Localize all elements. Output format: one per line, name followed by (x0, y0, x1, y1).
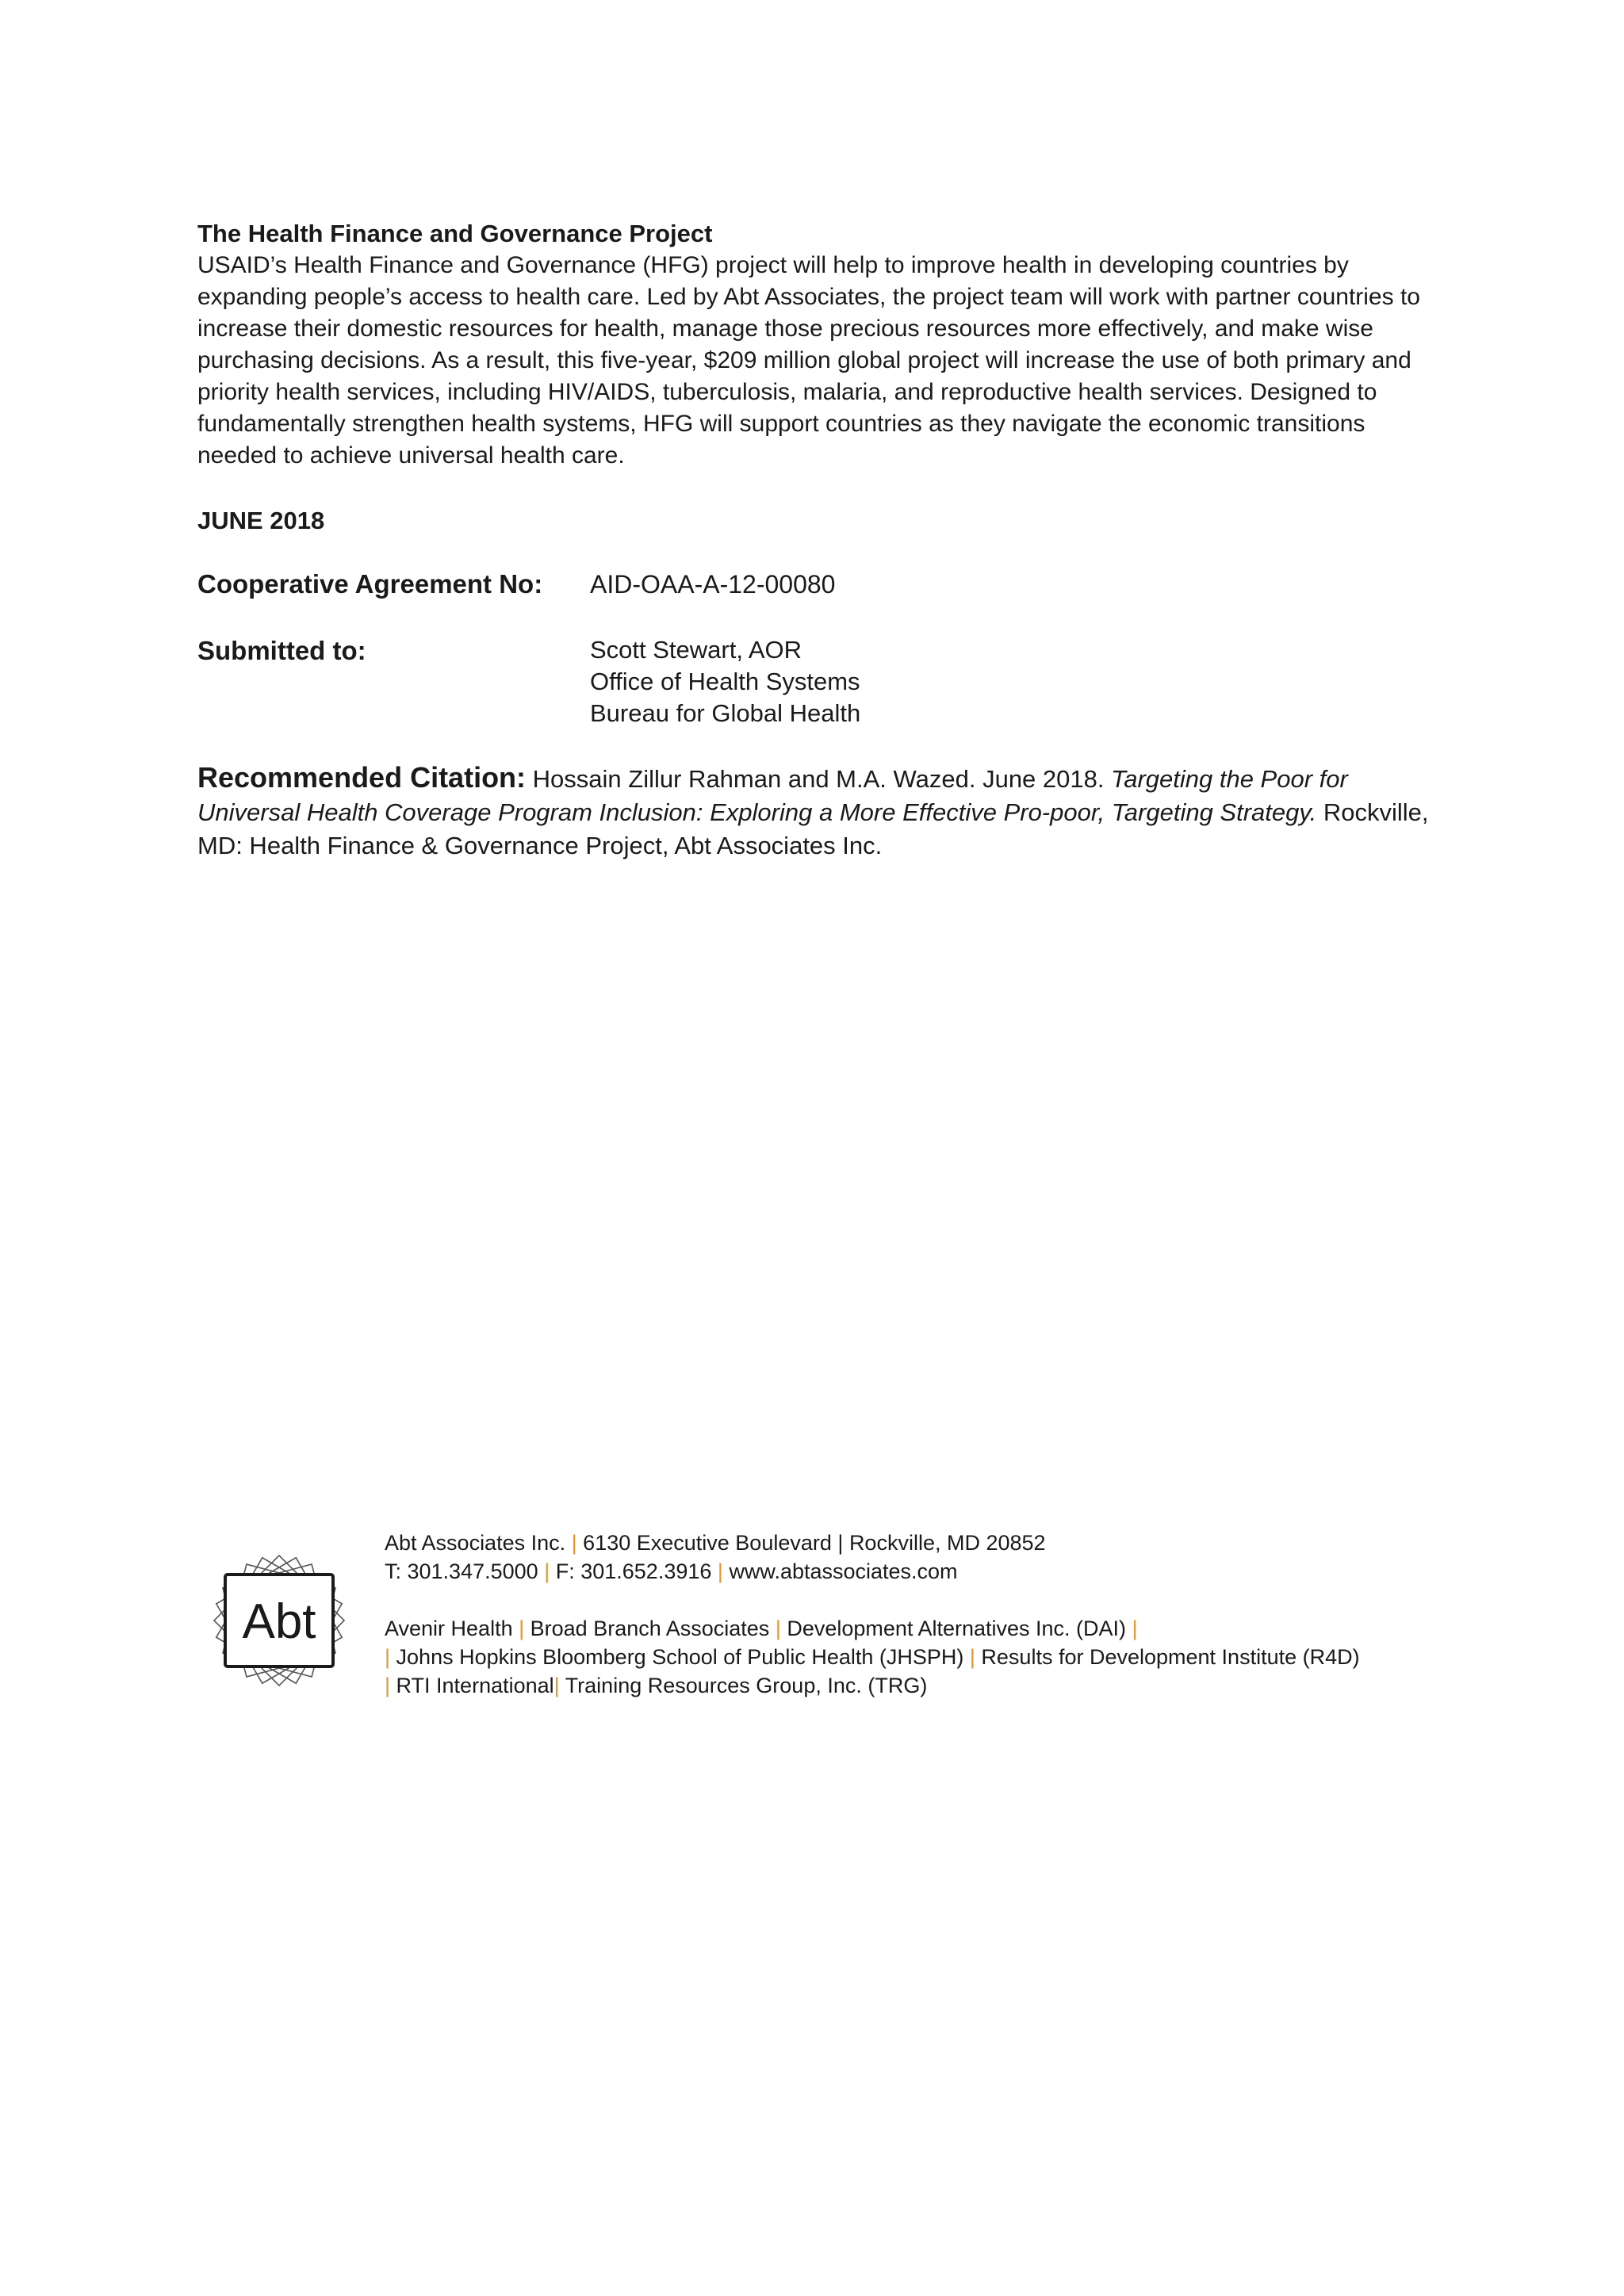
citation-publisher: Rockville, MD: Health Finance & Governance Project, Abt Associates Inc. (197, 798, 1429, 859)
footer (385, 1529, 1574, 1700)
footer-separator: | (385, 1645, 391, 1669)
partner-name: Broad Branch Associates (530, 1617, 770, 1640)
footer-separator: | (1132, 1617, 1138, 1640)
footer-address-line (385, 1529, 1574, 1557)
footer-separator: | (553, 1674, 560, 1697)
footer-partners-line-1 (385, 1614, 1574, 1643)
footer-partners-line-2 (385, 1643, 1574, 1671)
recipient-office: Office of Health Systems (590, 668, 860, 695)
citation-label: Recommended Citation: (197, 761, 527, 794)
footer-company: Abt Associates Inc. (385, 1531, 566, 1555)
footer-city: Rockville, MD 20852 (848, 1531, 1046, 1555)
submitted-to-label: Submitted to: (197, 636, 366, 665)
citation-title: Targeting the Poor for Universal Health Coverage Program Inclusion: Exploring a More Effective Pro-poor, Targeting Strategy. (197, 765, 1348, 826)
partner-name: Avenir Health (385, 1617, 513, 1640)
agreement-number: AID-OAA-A-12-00080 (590, 570, 836, 599)
footer-contact-line (385, 1557, 1574, 1586)
footer-fax: F: 301.652.3916 (555, 1559, 712, 1583)
footer-separator: | (775, 1617, 781, 1640)
recipient-bureau: Bureau for Global Health (590, 699, 861, 727)
partner-name: Results for Development Institute (R4D) (981, 1645, 1360, 1669)
citation-authors: Hossain Zillur Rahman and M.A. Wazed. June 2018. (532, 765, 1105, 793)
footer-separator: | (544, 1559, 550, 1583)
footer-address: 6130 Executive Boulevard (583, 1531, 832, 1555)
footer-separator: | (969, 1645, 975, 1669)
project-title: The Health Finance and Governance Project (197, 220, 713, 247)
partner-name: Training Resources Group, Inc. (TRG) (565, 1674, 928, 1697)
recommended-citation (197, 761, 1434, 863)
recipient-name: Scott Stewart, AOR (590, 636, 802, 664)
footer-separator: | (571, 1531, 577, 1555)
partner-name: RTI International (396, 1674, 554, 1697)
agreement-label: Cooperative Agreement No: (197, 569, 543, 599)
partner-name: Johns Hopkins Bloomberg School of Public Health (JHSPH) (396, 1645, 964, 1669)
partner-name: Development Alternatives Inc. (DAI) (787, 1617, 1127, 1640)
footer-partners-line-3 (385, 1671, 1574, 1700)
abt-logo-text: Abt (242, 1594, 316, 1649)
project-section (197, 218, 1434, 472)
footer-phone: T: 301.347.5000 (385, 1559, 538, 1583)
submitted-to-recipient (590, 634, 860, 729)
abt-logo-icon (200, 1541, 358, 1700)
footer-separator: | (717, 1559, 723, 1583)
footer-website: www.abtassociates.com (729, 1559, 958, 1583)
project-description: USAID’s Health Finance and Governance (HFG) project will help to improve health in developing countries by expanding people’s access to health care. Led by Abt Associates, the project team will work with partner countries to increase their domestic resources for health, manage those precious resources more effectively, and make wise purchasing decisions. As a result, this five-year, $209 million global project will increase the use of both primary and priority health services, including HIV/AIDS, tuberculosis, malaria, and reproductive health services. Designed to fundamentally strengthen health systems, HFG will support countries as they navigate the economic transitions needed to achieve universal health care. (197, 252, 1420, 469)
abt-logo (200, 1541, 358, 1700)
footer-separator: | (385, 1674, 391, 1697)
publication-date: JUNE 2018 (197, 507, 325, 534)
footer-separator: | (519, 1617, 525, 1640)
footer-separator: | (837, 1531, 844, 1555)
